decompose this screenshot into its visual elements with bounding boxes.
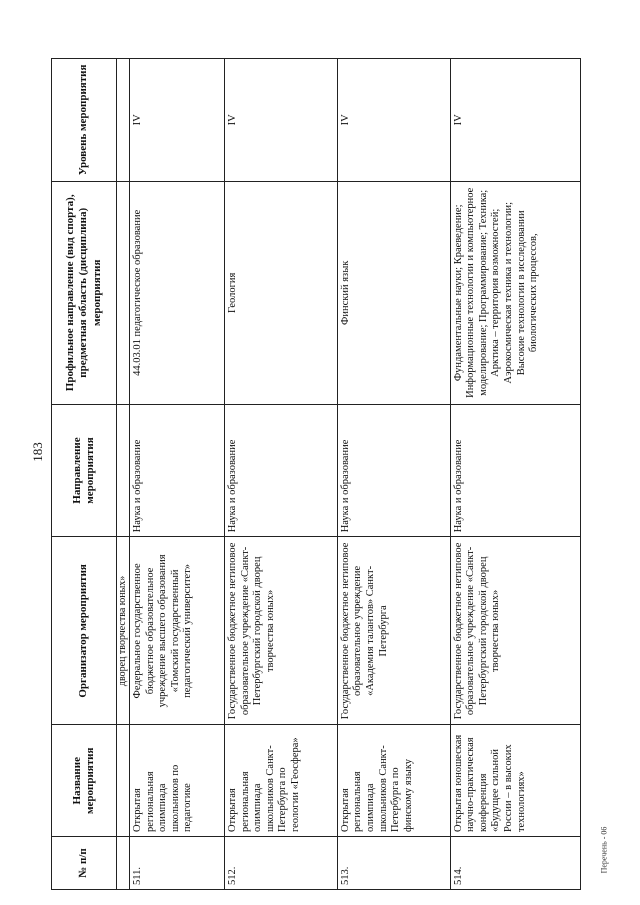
continuation-organizer: дворец творчества юных» [117,537,130,725]
row-direction: Наука и образование [450,404,580,536]
row-level: IV [337,59,450,182]
continuation-cell-name [117,725,130,837]
header-num: № п/п [52,837,117,890]
page-number: 183 [30,442,45,462]
row-direction: Наука и образование [337,404,450,536]
row-event-name: Открытая юношеская научно-практическая конференция «Будущее сильной России – в высоких технологиях» [450,725,580,837]
events-table-wrapper [51,58,581,890]
continuation-cell-direction [117,404,130,536]
continuation-cell-num [117,837,130,890]
header-profile: Профильное направление (вид спорта), предметная область (дисциплина) мероприятия [52,181,117,404]
row-event-name: Открытая региональная олимпиада школьников Санкт-Петербурга по геологии «Геосфера» [225,725,338,837]
row-organizer: Государственное бюджетное нетиповое образовательное учреждение «Академия талантов» Санкт-Петербурга [337,537,450,725]
table-row [225,59,338,890]
table-row [130,59,225,890]
table-header-row [52,59,117,890]
row-level: IV [225,59,338,182]
row-num: 514. [450,837,580,890]
events-table [51,58,581,890]
row-profile: 44.03.01 педагогическое образование [130,181,225,404]
row-profile: Геология [225,181,338,404]
header-direction: Направление мероприятия [52,404,117,536]
row-profile: Финский язык [337,181,450,404]
row-level: IV [450,59,580,182]
row-num: 511. [130,837,225,890]
table-row [337,59,450,890]
continuation-cell-level [117,59,130,182]
row-direction: Наука и образование [225,404,338,536]
header-name: Название мероприятия [52,725,117,837]
footer-note: Перечень - 06 [599,826,609,874]
row-organizer: Федеральное государственное бюджетное образовательное учреждение высшего образования «Томский государственный педагогический университет» [130,537,225,725]
row-direction: Наука и образование [130,404,225,536]
header-level: Уровень мероприятия [52,59,117,182]
row-organizer: Государственное бюджетное нетиповое образовательное учреждение «Санкт-Петербургский городской дворец творчества юных» [450,537,580,725]
header-organizer: Организатор мероприятия [52,537,117,725]
continuation-row [117,59,130,890]
continuation-cell-profile [117,181,130,404]
row-event-name: Открытая региональная олимпиада школьников Санкт-Петербурга по финскому языку [337,725,450,837]
row-event-name: Открытая региональная олимпиада школьников по педагогике [130,725,225,837]
row-num: 512. [225,837,338,890]
table-row [450,59,580,890]
row-organizer: Государственное бюджетное нетиповое образовательное учреждение «Санкт-Петербургский городской дворец творчества юных» [225,537,338,725]
row-profile: Фундаментальные науки; Краеведение; Информационные технологии и компьютерное моделирование; Программирование; Техника; Арктика – территория возможностей; Аэрокосмическая техника и технологии; Высокие технологии в исследовании биологических процессов, [450,181,580,404]
row-num: 513. [337,837,450,890]
row-level: IV [130,59,225,182]
